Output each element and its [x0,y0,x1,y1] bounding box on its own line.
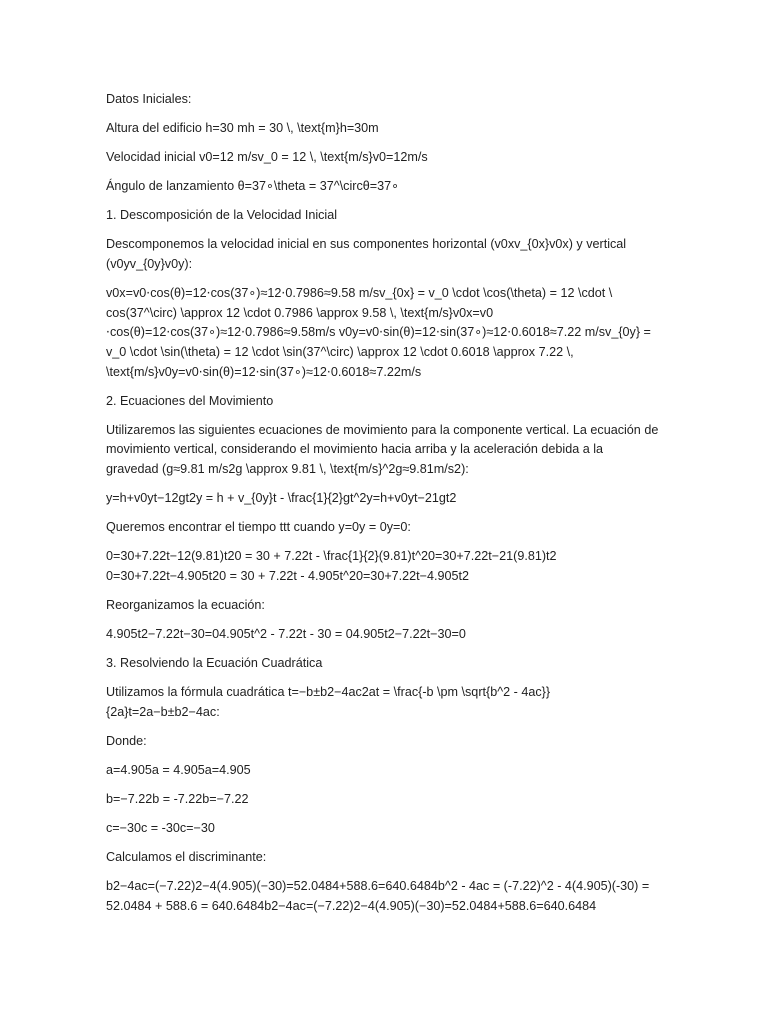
quadratic-formula-line: Utilizamos la fórmula cuadrática t=−b±b2−4ac2at = \frac{-b \pm \sqrt{b^2 - 4ac}} {2a}t=2a−b±b2−4ac: [106,685,551,719]
motion-equations-intro: Utilizaremos las siguientes ecuaciones de movimiento para la componente vertical. La ecuación de movimiento vertical, considerando el movimiento hacia arriba y la aceleración debida a la gravedad (g≈9.81 m/s2g \approx 9.81 \, \text{m/s}^2g≈9.81m/s2): [106,422,659,476]
coefficient-b: b=−7.22b = -7.22b=−7.22 [106,792,249,807]
where-label: Donde: [106,733,147,748]
quadratic-equation: 4.905t2−7.22t−30=04.905t^2 - 7.22t - 30 = 04.905t2−7.22t−30=0 [106,626,466,641]
initial-velocity-line: Velocidad inicial v0=12 m/sv_0 = 12 \, \text{m/s}v0=12m/s [106,150,428,165]
section-label-initial-data: Datos Iniciales: [106,92,192,106]
coefficient-c: c=−30c = -30c=−30 [106,821,215,836]
velocity-components-formula: v0x=v0⋅cos(θ)=12⋅cos(37∘)≈12⋅0.7986≈9.58 m/sv_{0x} = v_0 \cdot \cos(\theta) = 12 \cdot \ cos(37^\circ) \approx 12 \cdot 0.7986 \approx 9.58 \, \text{m/s}v0x=v0 ⋅cos(θ)=12⋅cos(37∘)≈12⋅0.7986≈9.58m/s v0y=v0⋅sin(θ)=12⋅sin(37∘)≈12⋅0.6018≈7.22 m/sv_{0y} = v_0 \cdot \sin(\theta) = 12 \cdot \sin(37^\circ) \approx 12 \cdot 0.6018 \approx 7.22 \, \text{m/s}v0y=v0⋅sin(θ)=12⋅sin(37∘)≈12⋅0.6018≈7.22m/s [106,286,651,379]
substituted-equations: 0=30+7.22t−12(9.81)t20 = 30 + 7.22t - \frac{1}{2}(9.81)t^20=30+7.22t−21(9.81)t2 0=30+7.22t−4.905t20 = 30 + 7.22t - 4.905t^20=30+7.22t−4.905t2 [106,549,557,583]
reorganize-line: Reorganizamos la ecuación: [106,597,265,612]
vertical-position-formula: y=h+v0yt−12gt2y = h + v_{0y}t - \frac{1}{2}gt^2y=h+v0yt−21gt2 [106,491,457,505]
coefficient-a: a=4.905a = 4.905a=4.905 [106,762,251,777]
document-body [106,90,666,926]
section-heading-3: 3. Resolviendo la Ecuación Cuadrática [106,656,323,671]
building-height-line: Altura del edificio h=30 mh = 30 \, \text{m}h=30m [106,121,379,136]
decomposition-intro: Descomponemos la velocidad inicial en sus componentes horizontal (v0xv_{0x}v0x) y vertical (v0yv_{0y}v0y): [106,237,627,272]
discriminant-label: Calculamos el discriminante: [106,850,267,865]
section-heading-2: 2. Ecuaciones del Movimiento [106,393,274,408]
discriminant-formula: b2−4ac=(−7.22)2−4(4.905)(−30)=52.0484+588.6=640.6484b^2 - 4ac = (-7.22)^2 - 4(4.905)(-30) = 52.0484 + 588.6 = 640.6484b2−4ac=(−7.22)2−4(4.905)(−30)=52.0484+588.6=640.6484 [106,879,650,913]
find-time-line: Queremos encontrar el tiempo ttt cuando y=0y = 0y=0: [106,520,411,535]
launch-angle-line: Ángulo de lanzamiento θ=37∘\theta = 37^\circθ=37∘ [106,179,399,194]
section-heading-1: 1. Descomposición de la Velocidad Inicial [106,208,338,223]
